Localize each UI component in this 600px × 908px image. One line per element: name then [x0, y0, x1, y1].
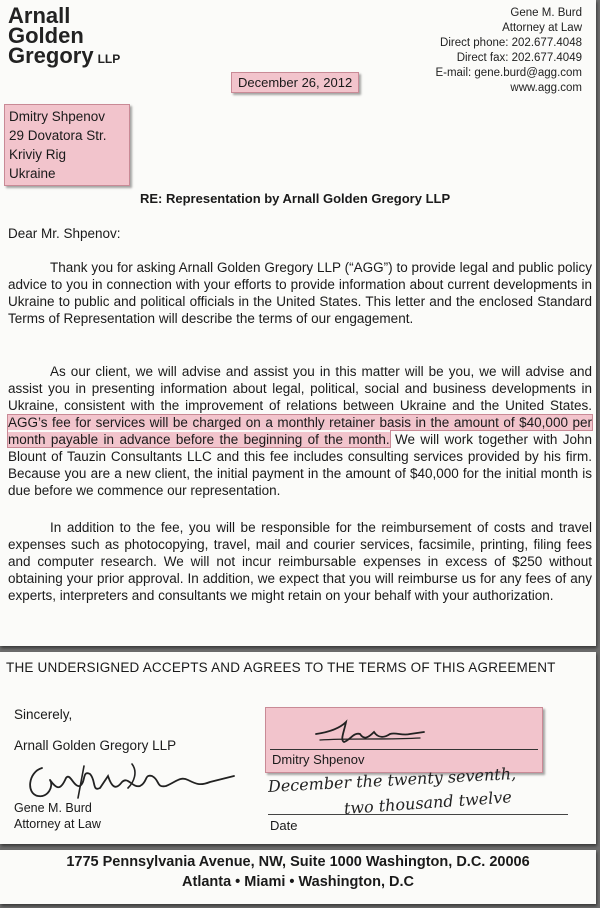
body-paragraph-2: [8, 363, 592, 499]
recipient-city: Kriviy Rig: [9, 147, 67, 162]
contact-fax: Direct fax: 202.677.4049: [456, 52, 582, 64]
paragraph-2-text: As our client, we will advise and assist you in this matter will be you, we will advise and assist you in presenting information about legal, political, social and business developments in Ukraine, consistent with the improvement of relations between Ukraine and the United States.: [8, 364, 592, 413]
paragraph-1-text: Thank you for asking Arnall Golden Gregory LLP (“AGG”) to provide legal and public policy advice to you in connection with your efforts to provide information about current developments in Ukraine to public and political officials in the United States. This letter and the enclosed Standard Terms of Representation will describe the terms of our engagement.: [8, 260, 592, 326]
contact-title: Attorney at Law: [502, 22, 582, 34]
client-signature-line: [270, 749, 538, 750]
contact-website: www.agg.com: [510, 82, 582, 94]
firm-logo: [8, 3, 121, 69]
logo-line-3: Gregory: [8, 43, 94, 68]
body-paragraph-1: [8, 259, 592, 327]
closing: Sincerely,: [14, 707, 73, 722]
signer-name: Gene M. Burd: [14, 801, 92, 815]
client-signature: [310, 714, 430, 753]
footer-offices: Atlanta • Miami • Washington, D.C: [182, 874, 414, 890]
agreement-heading: THE UNDERSIGNED ACCEPTS AND AGREES TO THE TERMS OF THIS AGREEMENT: [6, 660, 556, 675]
handwritten-date-line-2: two thousand twelve: [343, 787, 513, 818]
signing-firm: Arnall Golden Gregory LLP: [14, 738, 177, 753]
paragraph-2-continued: We will work together with John Blount of Tauzin Consultants LLC and this fee includes consulting services provided by his firm. Because you are a new client, the initial payment in the amount of $40,000 for the initial month is due before we commence our representation.: [8, 432, 592, 498]
logo-suffix: LLP: [97, 52, 121, 66]
contact-name: Gene M. Burd: [510, 7, 582, 19]
salutation: Dear Mr. Shpenov:: [8, 226, 121, 241]
letter-date: December 26, 2012: [231, 72, 359, 93]
body-paragraph-3: [8, 519, 592, 604]
contact-block: [435, 6, 582, 96]
recipient-street: 29 Dovatora Str.: [9, 128, 107, 143]
logo-line-2: Golden: [8, 23, 84, 48]
contact-phone: Direct phone: 202.677.4048: [440, 37, 582, 49]
recipient-country: Ukraine: [9, 166, 56, 181]
handwritten-date-line-1: December the twenty seventh,: [267, 764, 517, 796]
logo-line-1: Arnall: [8, 3, 71, 28]
signer-block: [14, 800, 101, 832]
recipient-address: [4, 104, 130, 186]
client-name: Dmitry Shpenov: [272, 752, 365, 767]
date-line: [268, 814, 568, 815]
paragraph-3-text: In addition to the fee, you will be responsible for the reimbursement of costs and travel expenses such as photocopying, travel, mail and courier services, facsimile, printing, filing fees and computer research. We will not incur reimbursable expenses in excess of $250 without obtaining your prior approval. In addition, we expect that you will reimburse us for any fees of any experts, interpreters and consultants we might retain on your behalf with your authorization.: [8, 520, 592, 603]
contact-email: E-mail: gene.burd@agg.com: [435, 67, 582, 79]
date-label: Date: [270, 818, 298, 833]
signer-title: Attorney at Law: [14, 817, 101, 831]
footer-address: 1775 Pennsylvania Avenue, NW, Suite 1000 Washington, D.C. 20006: [66, 854, 530, 870]
subject-line: RE: Representation by Arnall Golden Gregory LLP: [140, 191, 451, 206]
recipient-name: Dmitry Shpenov: [9, 109, 106, 124]
fee-highlight: AGG’s fee for services will be charged on a monthly retainer basis in the amount of $40,000 per month payable in advance before the beginning of the month.: [8, 415, 592, 447]
